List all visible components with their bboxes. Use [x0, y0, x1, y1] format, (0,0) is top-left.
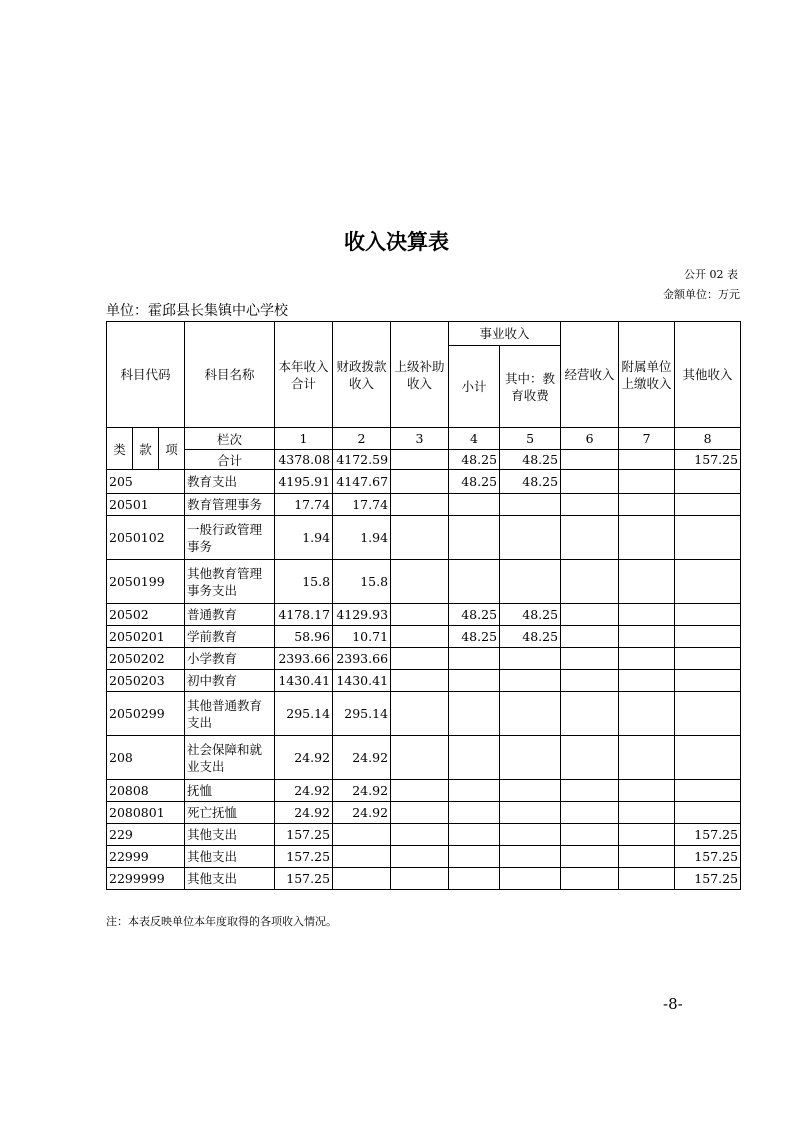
- amount-cell: 48.25: [449, 626, 500, 648]
- amount-cell: [449, 846, 500, 868]
- header-fiscal: 财政拨款收入: [333, 322, 391, 428]
- total-cell: [561, 450, 619, 470]
- amount-cell: 10.71: [333, 626, 391, 648]
- amount-cell: [561, 626, 619, 648]
- amount-cell: [449, 560, 500, 604]
- amount-cell: [561, 516, 619, 560]
- amount-cell: 48.25: [500, 626, 561, 648]
- amount-cell: 4178.17: [275, 604, 333, 626]
- amount-cell: 24.92: [275, 802, 333, 824]
- header-other: 其他收入: [675, 322, 741, 428]
- account-name: 其他教育管理事务支出: [185, 560, 275, 604]
- account-name: 一般行政管理事务: [185, 516, 275, 560]
- account-code: 2080801: [107, 802, 185, 824]
- account-code: 20502: [107, 604, 185, 626]
- amount-cell: [675, 802, 741, 824]
- account-code: 2050202: [107, 648, 185, 670]
- col-number: 7: [619, 428, 675, 450]
- header-lei: 类: [107, 428, 133, 470]
- amount-cell: 58.96: [275, 626, 333, 648]
- table-row: [107, 626, 741, 648]
- amount-cell: [333, 868, 391, 890]
- amount-cell: [391, 736, 449, 780]
- amount-cell: 17.74: [333, 494, 391, 516]
- account-code: 2050199: [107, 560, 185, 604]
- table-row: [107, 648, 741, 670]
- amount-cell: [619, 648, 675, 670]
- amount-cell: 157.25: [275, 846, 333, 868]
- table-row: [107, 494, 741, 516]
- amount-cell: [619, 802, 675, 824]
- amount-cell: [391, 846, 449, 868]
- account-code: 2050203: [107, 670, 185, 692]
- amount-cell: [500, 560, 561, 604]
- account-name: 小学教育: [185, 648, 275, 670]
- header-total: 本年收入合计: [275, 322, 333, 428]
- table-row: [107, 736, 741, 780]
- amount-cell: [500, 868, 561, 890]
- column-index-row: [107, 428, 741, 450]
- table-row: [107, 670, 741, 692]
- amount-cell: [391, 692, 449, 736]
- amount-cell: 15.8: [275, 560, 333, 604]
- amount-cell: [391, 780, 449, 802]
- amount-cell: 157.25: [275, 824, 333, 846]
- amount-cell: 24.92: [333, 736, 391, 780]
- amount-cell: 48.25: [449, 604, 500, 626]
- account-name: 死亡抚恤: [185, 802, 275, 824]
- header-operating: 经营收入: [561, 322, 619, 428]
- amount-cell: [561, 692, 619, 736]
- amount-cell: [619, 846, 675, 868]
- account-name: 普通教育: [185, 604, 275, 626]
- amount-cell: [333, 846, 391, 868]
- amount-cell: [449, 692, 500, 736]
- amount-cell: [561, 494, 619, 516]
- table-row: [107, 516, 741, 560]
- amount-cell: [500, 802, 561, 824]
- amount-cell: [333, 824, 391, 846]
- page-number: -8-: [663, 995, 683, 1013]
- total-cell: 48.25: [500, 450, 561, 470]
- account-code: 2050299: [107, 692, 185, 736]
- account-name: 其他普通教育支出: [185, 692, 275, 736]
- account-code: 205: [107, 470, 185, 494]
- amount-cell: 1430.41: [275, 670, 333, 692]
- amount-cell: [619, 824, 675, 846]
- amount-cell: [675, 626, 741, 648]
- amount-cell: [675, 604, 741, 626]
- amount-cell: [500, 780, 561, 802]
- amount-cell: 4195.91: [275, 470, 333, 494]
- account-code: 208: [107, 736, 185, 780]
- amount-cell: [675, 780, 741, 802]
- amount-cell: [561, 824, 619, 846]
- header-career: 事业收入: [449, 322, 561, 346]
- account-name: 其他支出: [185, 868, 275, 890]
- total-cell: 48.25: [449, 450, 500, 470]
- amount-cell: 2393.66: [333, 648, 391, 670]
- header-kuan: 款: [133, 428, 159, 470]
- income-table: [106, 321, 741, 890]
- amount-cell: [391, 802, 449, 824]
- amount-cell: [391, 868, 449, 890]
- total-cell: [619, 450, 675, 470]
- table-row: [107, 692, 741, 736]
- amount-cell: [675, 692, 741, 736]
- money-unit-label: 金额单位：万元: [663, 288, 740, 301]
- amount-cell: [449, 648, 500, 670]
- amount-cell: [500, 692, 561, 736]
- amount-cell: [619, 560, 675, 604]
- amount-cell: 15.8: [333, 560, 391, 604]
- header-subtotal: 小计: [449, 346, 500, 428]
- amount-cell: [561, 868, 619, 890]
- account-name: 其他支出: [185, 824, 275, 846]
- amount-cell: [619, 736, 675, 780]
- amount-cell: [391, 560, 449, 604]
- table-row: [107, 470, 741, 494]
- amount-cell: [500, 494, 561, 516]
- amount-cell: [449, 494, 500, 516]
- header-affiliate: 附属单位上缴收入: [619, 322, 675, 428]
- amount-cell: [391, 494, 449, 516]
- column-index-label: 栏次: [185, 428, 275, 450]
- amount-cell: 1.94: [275, 516, 333, 560]
- amount-cell: [561, 604, 619, 626]
- amount-cell: 2393.66: [275, 648, 333, 670]
- amount-cell: [391, 626, 449, 648]
- col-number: 4: [449, 428, 500, 450]
- col-number: 5: [500, 428, 561, 450]
- header-name: 科目名称: [185, 322, 275, 428]
- amount-cell: 4147.67: [333, 470, 391, 494]
- col-number: 3: [391, 428, 449, 450]
- amount-cell: [561, 736, 619, 780]
- amount-cell: [391, 670, 449, 692]
- account-code: 2299999: [107, 868, 185, 890]
- amount-cell: [449, 516, 500, 560]
- amount-cell: [500, 824, 561, 846]
- account-code: 22999: [107, 846, 185, 868]
- amount-cell: [619, 604, 675, 626]
- header-row-1: [107, 322, 741, 346]
- amount-cell: [561, 780, 619, 802]
- amount-cell: [391, 648, 449, 670]
- table-row: [107, 604, 741, 626]
- amount-cell: [675, 670, 741, 692]
- table-row: [107, 824, 741, 846]
- amount-cell: 157.25: [675, 868, 741, 890]
- header-edu-fee: 其中：教育收费: [500, 346, 561, 428]
- total-cell: 4172.59: [333, 450, 391, 470]
- amount-cell: 1430.41: [333, 670, 391, 692]
- amount-cell: 48.25: [449, 470, 500, 494]
- col-number: 1: [275, 428, 333, 450]
- account-code: 2050102: [107, 516, 185, 560]
- amount-cell: [391, 824, 449, 846]
- amount-cell: [500, 670, 561, 692]
- amount-cell: [500, 648, 561, 670]
- amount-cell: [449, 780, 500, 802]
- total-cell: 4378.08: [275, 450, 333, 470]
- col-number: 8: [675, 428, 741, 450]
- table-row: [107, 868, 741, 890]
- total-label: 合计: [185, 450, 275, 470]
- account-name: 教育管理事务: [185, 494, 275, 516]
- amount-cell: 24.92: [333, 780, 391, 802]
- amount-cell: [675, 648, 741, 670]
- amount-cell: [561, 648, 619, 670]
- amount-cell: [619, 516, 675, 560]
- amount-cell: 157.25: [675, 824, 741, 846]
- amount-cell: [619, 670, 675, 692]
- amount-cell: [391, 470, 449, 494]
- total-row: [107, 450, 741, 470]
- amount-cell: [449, 736, 500, 780]
- col-number: 2: [333, 428, 391, 450]
- amount-cell: 48.25: [500, 470, 561, 494]
- amount-cell: [561, 470, 619, 494]
- header-xiang: 项: [159, 428, 185, 470]
- unit-label: 单位：霍邱县长集镇中心学校: [106, 303, 288, 319]
- amount-cell: [619, 692, 675, 736]
- amount-cell: [675, 494, 741, 516]
- table-row: [107, 560, 741, 604]
- total-cell: 157.25: [675, 450, 741, 470]
- table-row: [107, 780, 741, 802]
- amount-cell: 1.94: [333, 516, 391, 560]
- table-row: [107, 802, 741, 824]
- amount-cell: 4129.93: [333, 604, 391, 626]
- amount-cell: [619, 494, 675, 516]
- account-name: 抚恤: [185, 780, 275, 802]
- amount-cell: 157.25: [675, 846, 741, 868]
- amount-cell: [391, 604, 449, 626]
- amount-cell: [449, 802, 500, 824]
- amount-cell: 17.74: [275, 494, 333, 516]
- amount-cell: [619, 470, 675, 494]
- amount-cell: [449, 868, 500, 890]
- amount-cell: [619, 868, 675, 890]
- amount-cell: [675, 516, 741, 560]
- amount-cell: [675, 470, 741, 494]
- amount-cell: 48.25: [500, 604, 561, 626]
- amount-cell: [561, 670, 619, 692]
- amount-cell: [619, 626, 675, 648]
- account-code: 229: [107, 824, 185, 846]
- amount-cell: [561, 560, 619, 604]
- amount-cell: [500, 516, 561, 560]
- amount-cell: 24.92: [275, 736, 333, 780]
- amount-cell: 295.14: [333, 692, 391, 736]
- total-cell: [391, 450, 449, 470]
- account-code: 2050201: [107, 626, 185, 648]
- header-code: 科目代码: [107, 322, 185, 428]
- amount-cell: 24.92: [275, 780, 333, 802]
- header-superior: 上级补助收入: [391, 322, 449, 428]
- account-code: 20501: [107, 494, 185, 516]
- amount-cell: [675, 736, 741, 780]
- amount-cell: [500, 846, 561, 868]
- table-row: [107, 846, 741, 868]
- account-name: 初中教育: [185, 670, 275, 692]
- form-number: 公开 02 表: [684, 268, 738, 281]
- amount-cell: [561, 846, 619, 868]
- page-title: 收入决算表: [344, 230, 449, 254]
- account-name: 其他支出: [185, 846, 275, 868]
- amount-cell: [619, 780, 675, 802]
- col-number: 6: [561, 428, 619, 450]
- amount-cell: [449, 824, 500, 846]
- account-name: 教育支出: [185, 470, 275, 494]
- amount-cell: 157.25: [275, 868, 333, 890]
- amount-cell: [675, 560, 741, 604]
- account-name: 学前教育: [185, 626, 275, 648]
- account-name: 社会保障和就业支出: [185, 736, 275, 780]
- amount-cell: [391, 516, 449, 560]
- amount-cell: [500, 736, 561, 780]
- amount-cell: [561, 802, 619, 824]
- table-note: 注：本表反映单位本年度取得的各项收入情况。: [106, 915, 337, 928]
- amount-cell: 24.92: [333, 802, 391, 824]
- amount-cell: [449, 670, 500, 692]
- amount-cell: 295.14: [275, 692, 333, 736]
- account-code: 20808: [107, 780, 185, 802]
